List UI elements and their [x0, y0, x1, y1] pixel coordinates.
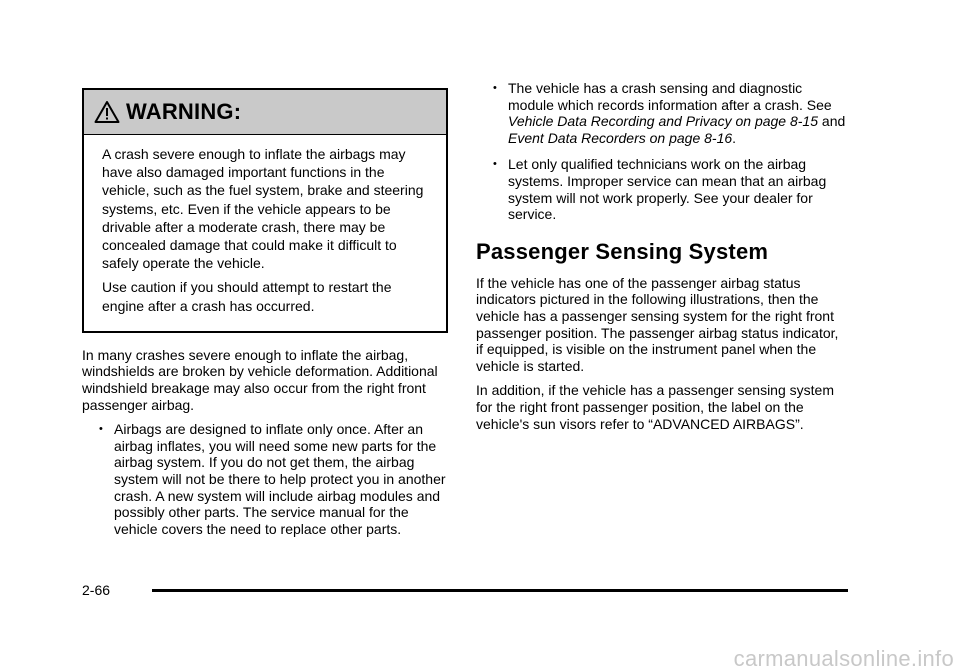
body-paragraph: In addition, if the vehicle has a passenger sensing system for the right front passenger position, the label on the vehicle's sun visors refer to “ADVANCED AIRBAGS”. [476, 382, 834, 432]
cross-reference-link[interactable]: Event Data Recorders on page 8-16 [508, 129, 733, 146]
section-heading: Passenger Sensing System [476, 238, 769, 264]
intro-paragraph: In many crashes severe enough to inflate the airbag, windshields are broken by vehicle deformation. Additional windshield breakage may also occur from the right front passenger airbag. [82, 346, 438, 413]
list-item [476, 80, 846, 146]
cross-reference-link[interactable]: Vehicle Data Recording and Privacy on page 8-15 [508, 113, 819, 130]
bullet-text: Let only qualified technicians work on the airbag systems. Improper service can mean that an airbag system will not work properly. See your dealer for service. [508, 156, 827, 223]
left-column [82, 88, 448, 547]
warning-paragraph: Use caution if you should attempt to restart the engine after a crash has occurred. [102, 279, 392, 314]
warning-triangle-icon [94, 100, 120, 124]
warning-paragraph: A crash severe enough to inflate the airbags may have also damaged important functions in the vehicle, such as the fuel system, brake and steering systems, etc. Even if the vehicle appears to be drivable after a moderate crash, there may be concealed damage that could make it difficult to safely operate the vehicle. [102, 146, 424, 272]
warning-header [84, 90, 446, 135]
page-footer [82, 582, 848, 602]
bullet-text: The vehicle has a crash sensing and diagnostic module which records information after a crash. See [508, 80, 832, 113]
warning-body [84, 135, 446, 331]
warning-title: WARNING: [126, 99, 242, 124]
warning-box [82, 88, 448, 333]
page-number: 2-66 [82, 582, 111, 598]
left-bullet-list [82, 421, 448, 537]
bullet-text: Airbags are designed to inflate only once. After an airbag inflates, you will need some new parts for the airbag system. If you do not get them, the airbag system will not be there to help protect you in another crash. A new system will include airbag modules and possibly other parts. The service manual for the vehicle covers the need to replace other parts. [114, 421, 446, 537]
list-item [82, 421, 448, 537]
bullet-text: and [818, 113, 846, 130]
footer-rule [152, 589, 848, 592]
bullet-icon: • [493, 82, 497, 94]
watermark: carmanualsonline.info [733, 646, 954, 671]
bullet-icon: • [99, 423, 103, 436]
bullet-text: . [732, 129, 737, 146]
right-column [476, 80, 846, 432]
list-item [476, 156, 846, 222]
body-paragraph: If the vehicle has one of the passenger airbag status indicators pictured in the following illustrations, then the vehicle has a passenger sensing system for the right front passenger position. The passenger airbag status indicator, if equipped, is visible on the instrument panel when the vehicle is started. [476, 274, 839, 374]
right-bullet-list [476, 80, 846, 223]
bullet-icon: • [493, 158, 497, 171]
